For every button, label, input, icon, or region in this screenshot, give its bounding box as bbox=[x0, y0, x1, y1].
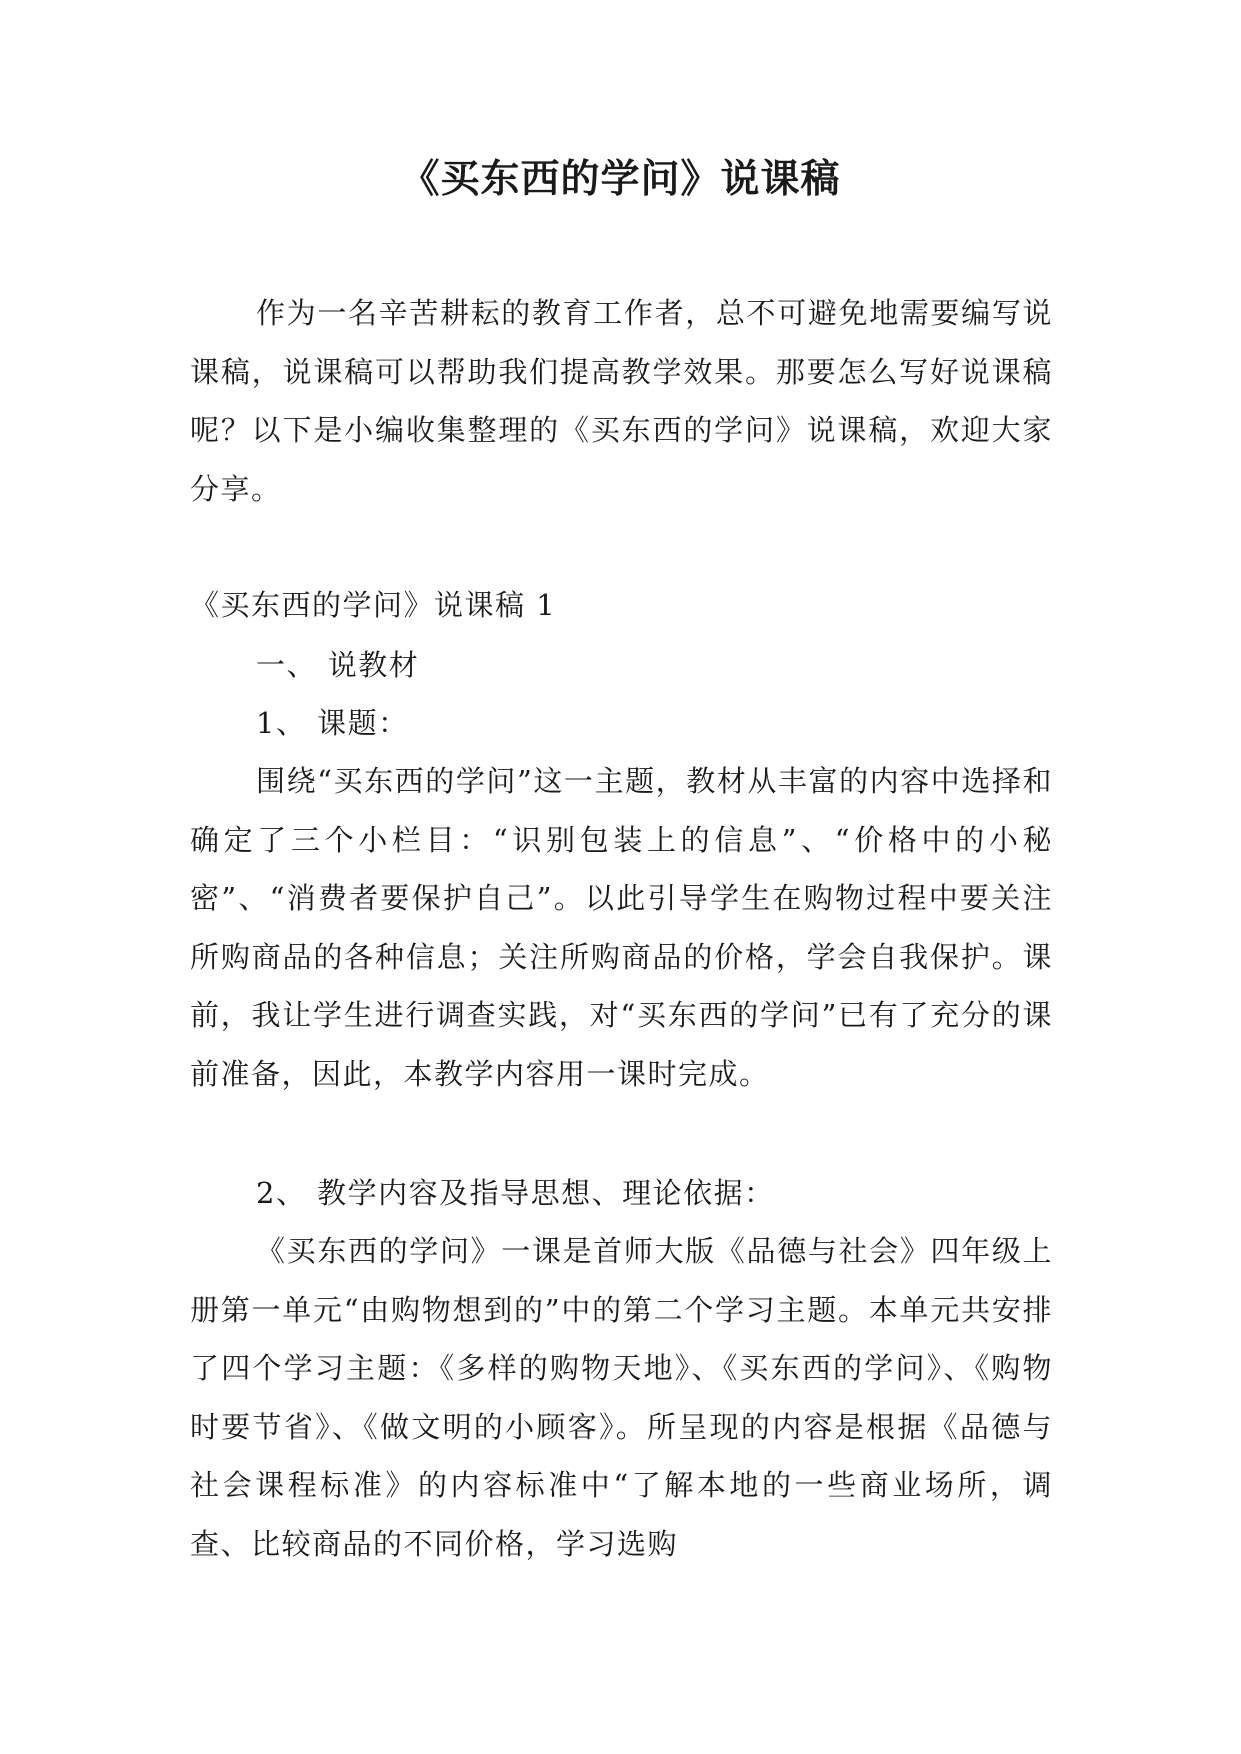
heading-textbook: 一、 说教材 bbox=[256, 648, 420, 682]
heading-content: 2、 教学内容及指导思想、理论依据： bbox=[256, 1176, 775, 1210]
section-title: 《买东西的学问》说课稿 1 bbox=[190, 588, 557, 622]
heading-topic: 1、 课题： bbox=[256, 706, 409, 740]
content-paragraph: 《买东西的学问》一课是首师大版《品德与社会》四年级上册第一单元“由购物想到的”中的第二个学习主题。本单元共安排了四个学习主题：《多样的购物天地》、《买东西的学问》、《购物时要节省》、《做文明的小顾客》。所呈现的内容是根据《品德与社会课程标准》的内容标准中“了解本地的一些商业场所，调查、比较商品的不同价格，学习选购 bbox=[190, 1234, 1053, 1561]
topic-paragraph: 围绕“买东西的学问”这一主题，教材从丰富的内容中选择和确定了三个小栏目：“识别包装上的信息”、“价格中的小秘密”、“消费者要保护自己”。以此引导学生在购物过程中要关注所购商品的各种信息；关注所购商品的价格，学会自我保护。课前，我让学生进行调查实践，对“买东西的学问”已有了充分的课前准备，因此，本教学内容用一课时完成。 bbox=[190, 764, 1053, 1091]
intro-paragraph: 作为一名辛苦耕耘的教育工作者，总不可避免地需要编写说课稿，说课稿可以帮助我们提高教学效果。那要怎么写好说课稿呢？以下是小编收集整理的《买东西的学问》说课稿，欢迎大家分享。 bbox=[190, 296, 1053, 506]
page-title: 《买东西的学问》说课稿 bbox=[400, 157, 841, 202]
